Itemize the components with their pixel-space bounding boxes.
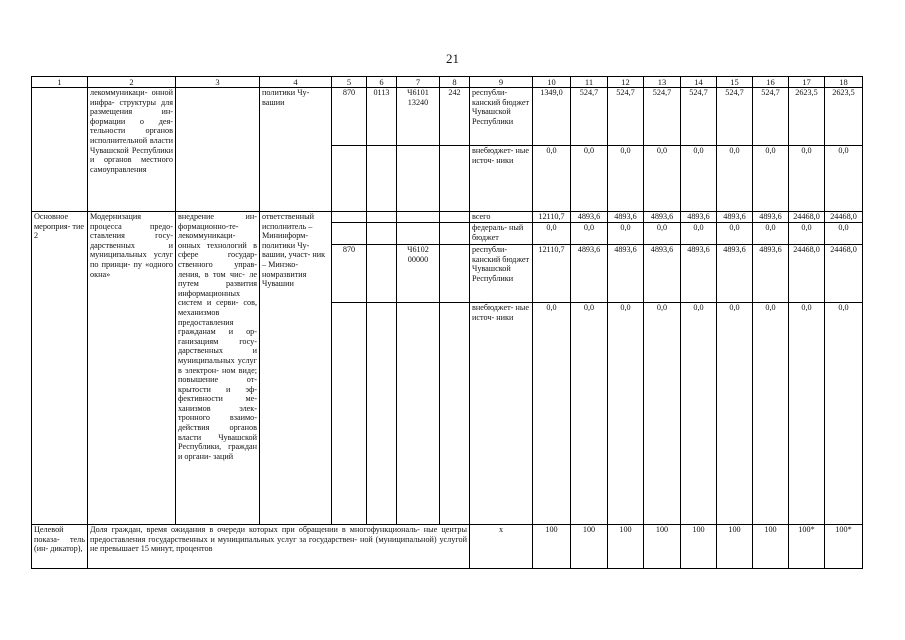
value-cell: 4893,6 (644, 245, 681, 303)
header-cell: 17 (789, 77, 825, 88)
header-cell: 11 (571, 77, 608, 88)
target-cell: Ч6102 00000 (397, 245, 440, 303)
block1-col3 (176, 88, 260, 212)
value-cell: 0,0 (681, 303, 717, 525)
value-cell: 0,0 (717, 146, 753, 212)
empty-cell (440, 223, 470, 245)
value-cell: 4893,6 (571, 245, 608, 303)
main-activity-executor: ответственный исполнитель – Мининформ- политики Чу- вашии, участ- ник – Минэко- номразвития Чувашии (260, 212, 332, 525)
value-cell: 100 (717, 525, 753, 569)
empty-cell (367, 223, 397, 245)
value-cell: 524,7 (608, 88, 644, 146)
value-cell: 0,0 (825, 223, 863, 245)
empty-cell (440, 245, 470, 303)
value-cell: 0,0 (789, 223, 825, 245)
source-cell: внебюджет- ные источ- ники (470, 303, 533, 525)
target-cell: Ч6101 13240 (397, 88, 440, 146)
empty-cell (397, 223, 440, 245)
value-cell: 4893,6 (681, 212, 717, 223)
value-cell: 0,0 (717, 223, 753, 245)
block1-executor: политики Чу- вашии (260, 88, 332, 212)
page-number: 21 (446, 51, 459, 66)
value-cell: 524,7 (571, 88, 608, 146)
value-cell: 4893,6 (717, 212, 753, 223)
source-cell: x (470, 525, 533, 569)
value-cell: 0,0 (681, 223, 717, 245)
header-cell: 1 (32, 77, 88, 88)
expense-cell: 242 (440, 88, 470, 146)
value-cell: 0,0 (753, 223, 789, 245)
header-cell: 8 (440, 77, 470, 88)
value-cell: 100* (789, 525, 825, 569)
value-cell: 12110,7 (533, 212, 571, 223)
indicator-text: Доля граждан, время ожидания в очереди которых при обращении в многофункциональ- ные центры предоставления государственных и муниципальных услуг за государствен- ной (муниципальной) услугой не превышает 15 минут, процентов (88, 525, 470, 569)
program-table (31, 76, 863, 569)
value-cell: 100 (681, 525, 717, 569)
value-cell: 100 (533, 525, 571, 569)
value-cell: 1349,0 (533, 88, 571, 146)
value-cell: 0,0 (533, 303, 571, 525)
empty-cell (332, 303, 367, 525)
value-cell: 0,0 (753, 303, 789, 525)
source-cell: федераль- ный бюджет (470, 223, 533, 245)
value-cell: 0,0 (608, 303, 644, 525)
value-cell: 0,0 (533, 146, 571, 212)
source-cell: внебюджет- ные источ- ники (470, 146, 533, 212)
value-cell: 2623,5 (789, 88, 825, 146)
value-cell: 100 (644, 525, 681, 569)
value-cell: 0,0 (608, 223, 644, 245)
empty-cell (367, 146, 397, 212)
value-cell: 24468,0 (825, 245, 863, 303)
value-cell: 0,0 (644, 146, 681, 212)
header-cell: 6 (367, 77, 397, 88)
value-cell: 0,0 (644, 223, 681, 245)
header-cell: 7 (397, 77, 440, 88)
table-row (32, 212, 863, 223)
main-activity-name: Модернизация процесса предо- ставления госу- дарственных и муниципальных услуг по принци- пу «одного окна» (88, 212, 176, 525)
header-row (32, 77, 863, 88)
header-cell: 9 (470, 77, 533, 88)
value-cell: 24468,0 (789, 245, 825, 303)
header-cell: 16 (753, 77, 789, 88)
source-cell: республи- канский бюджет Чувашской Республики (470, 88, 533, 146)
value-cell: 100 (753, 525, 789, 569)
empty-cell (367, 303, 397, 525)
empty-cell (367, 212, 397, 223)
empty-cell (397, 212, 440, 223)
value-cell: 524,7 (644, 88, 681, 146)
value-cell: 4893,6 (608, 212, 644, 223)
value-cell: 0,0 (825, 146, 863, 212)
table-row (32, 525, 863, 569)
value-cell: 0,0 (789, 146, 825, 212)
grbs-cell: 870 (332, 88, 367, 146)
header-cell: 5 (332, 77, 367, 88)
table-row (32, 88, 863, 146)
value-cell: 0,0 (789, 303, 825, 525)
value-cell: 4893,6 (608, 245, 644, 303)
value-cell: 4893,6 (681, 245, 717, 303)
section-cell: 0113 (367, 88, 397, 146)
header-cell: 4 (260, 77, 332, 88)
empty-cell (440, 212, 470, 223)
value-cell: 0,0 (825, 303, 863, 525)
empty-cell (440, 146, 470, 212)
value-cell: 12110,7 (533, 245, 571, 303)
value-cell: 4893,6 (571, 212, 608, 223)
value-cell: 0,0 (571, 223, 608, 245)
value-cell: 524,7 (717, 88, 753, 146)
header-cell: 10 (533, 77, 571, 88)
main-activity-result: внедрение ин- формационно-те- лекоммуникаци- онных технологий в сфере государ- ственного управ- ления, в том чис- ле путем развития информационных систем и серви- сов, механизмов предоставления гражданам и ор- ганизациям госу- дарственных и муниципальных услуг в электрон- ном виде; повышение от- крытости и эф- фективности ме- ханизмов элек- тронного взаимо- действия органов власти Чувашской Республики, граждан и органи- заций (176, 212, 260, 525)
header-cell: 3 (176, 77, 260, 88)
value-cell: 100 (608, 525, 644, 569)
empty-cell (440, 303, 470, 525)
source-cell: республи- канский бюджет Чувашской Республики (470, 245, 533, 303)
empty-cell (367, 245, 397, 303)
value-cell: 24468,0 (825, 212, 863, 223)
value-cell: 2623,5 (825, 88, 863, 146)
empty-cell (397, 303, 440, 525)
header-cell: 2 (88, 77, 176, 88)
block1-description: лекоммуникаци- онной инфра- структуры для размещения ин- формации о дея- тельности органов исполнительной власти Чувашской Республики и органов местного самоуправления (88, 88, 176, 212)
value-cell: 0,0 (571, 146, 608, 212)
header-cell: 18 (825, 77, 863, 88)
empty-cell (332, 146, 367, 212)
value-cell: 524,7 (753, 88, 789, 146)
value-cell: 524,7 (681, 88, 717, 146)
header-cell: 12 (608, 77, 644, 88)
source-cell: всего (470, 212, 533, 223)
value-cell: 0,0 (681, 146, 717, 212)
value-cell: 4893,6 (753, 245, 789, 303)
empty-cell (332, 223, 367, 245)
main-activity-title: Основное мероприя- тие 2 (32, 212, 88, 525)
indicator-title: Целевой показа- тель (ин- дикатор), (32, 525, 88, 569)
value-cell: 0,0 (533, 223, 571, 245)
header-cell: 13 (644, 77, 681, 88)
value-cell: 4893,6 (644, 212, 681, 223)
empty-cell (332, 212, 367, 223)
value-cell: 0,0 (644, 303, 681, 525)
header-cell: 14 (681, 77, 717, 88)
grbs-cell: 870 (332, 245, 367, 303)
header-cell: 15 (717, 77, 753, 88)
value-cell: 100 (571, 525, 608, 569)
value-cell: 0,0 (753, 146, 789, 212)
value-cell: 0,0 (717, 303, 753, 525)
block1-col1 (32, 88, 88, 212)
value-cell: 4893,6 (753, 212, 789, 223)
value-cell: 4893,6 (717, 245, 753, 303)
value-cell: 0,0 (571, 303, 608, 525)
value-cell: 24468,0 (789, 212, 825, 223)
value-cell: 0,0 (608, 146, 644, 212)
value-cell: 100* (825, 525, 863, 569)
empty-cell (397, 146, 440, 212)
